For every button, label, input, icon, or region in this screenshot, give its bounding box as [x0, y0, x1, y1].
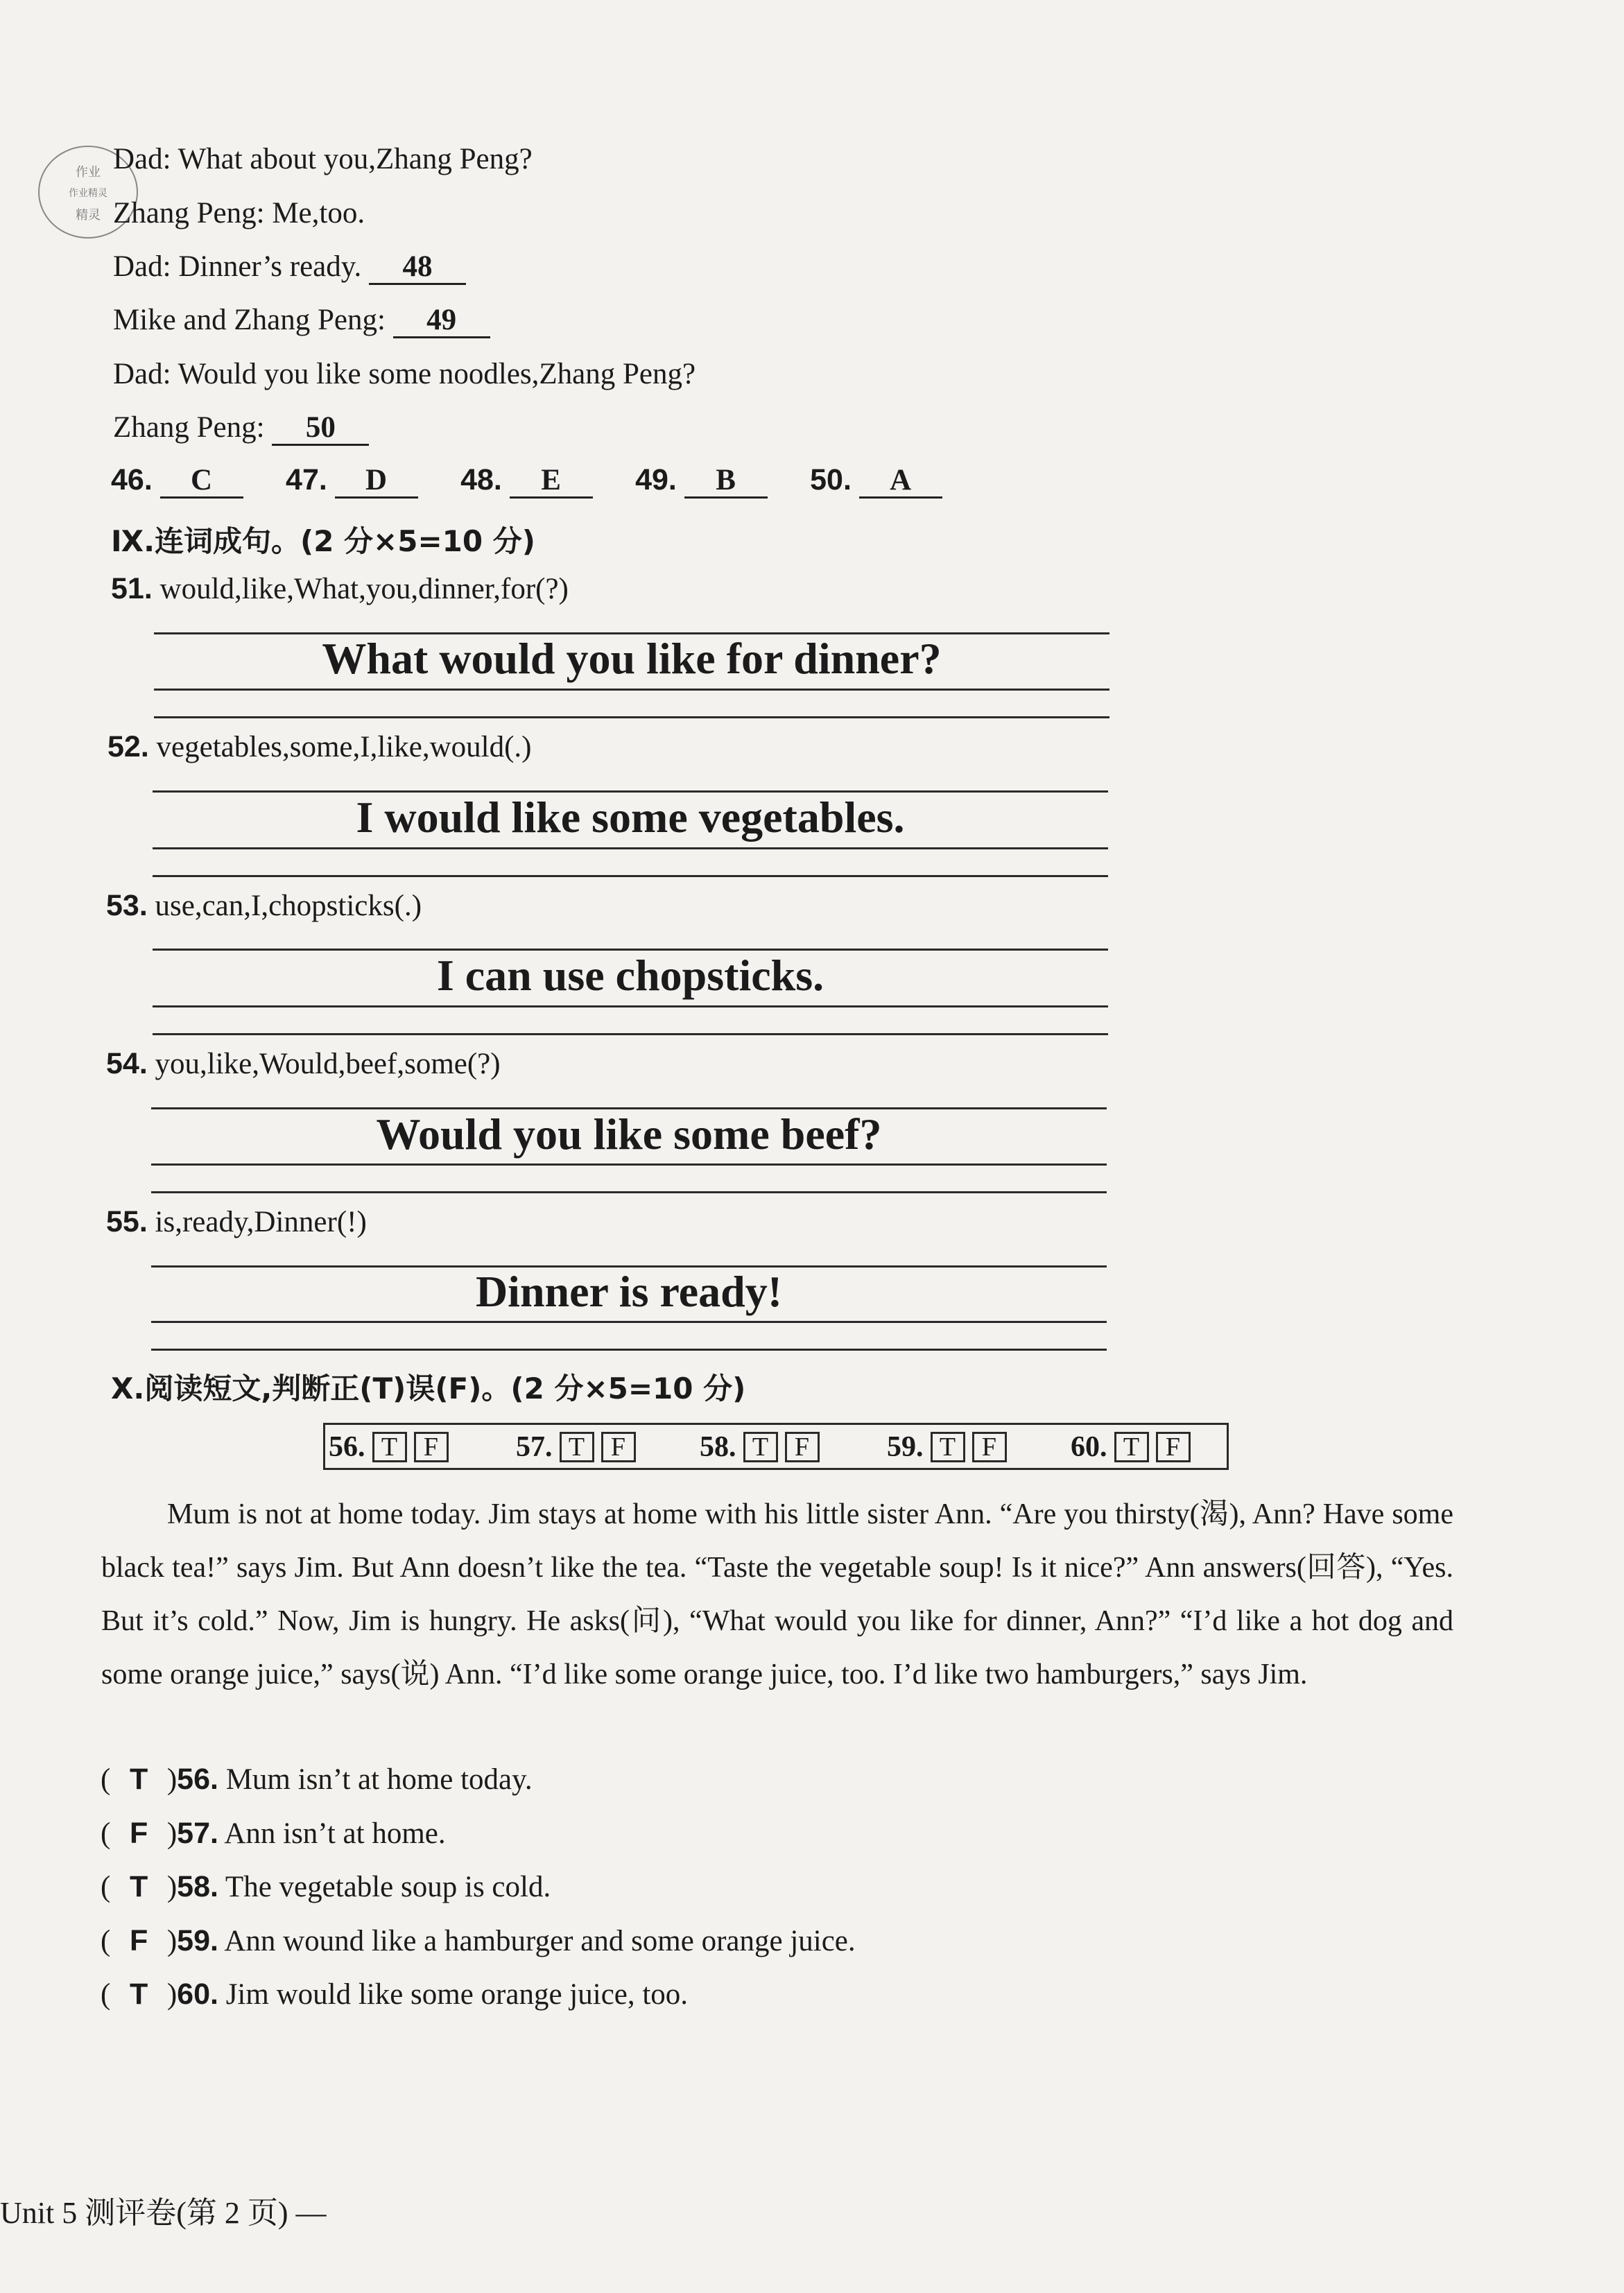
answer-blank: B — [684, 464, 768, 499]
writing-line — [153, 847, 1108, 849]
tf-true: T — [372, 1432, 407, 1462]
page-footer: Unit 5 测评卷(第 2 页) — — [0, 2196, 327, 2230]
dialogue-line: Mike and Zhang Peng: 49 — [113, 303, 490, 338]
statement-answer: T — [129, 1978, 148, 2011]
answer-num: 46. — [111, 463, 153, 496]
dialogue-text: Me,too. — [272, 197, 365, 230]
statement-num: 58. — [177, 1870, 218, 1903]
writing-line — [151, 1321, 1107, 1323]
statement-num: 56. — [177, 1763, 218, 1796]
answer-blank: 48 — [369, 250, 466, 285]
question-num: 52. — [107, 730, 149, 763]
tf-num: 57. — [516, 1431, 553, 1463]
writing-line — [153, 1005, 1108, 1007]
dialogue-text: Dinner’s ready. — [178, 250, 362, 283]
statement-text: Ann wound like a hamburger and some orange juice. — [224, 1925, 856, 1957]
answer-54: Would you like some beef? — [376, 1109, 882, 1159]
answer-blank: E — [510, 464, 593, 499]
statement-answer: F — [129, 1924, 148, 1957]
section-10-title: Ⅹ.阅读短文,判断正(T)误(F)。(2 分×5=10 分) — [111, 1372, 746, 1405]
tf-item-60 — [1071, 1430, 1191, 1464]
tf-num: 59. — [887, 1431, 924, 1463]
statement-num: 57. — [177, 1817, 218, 1850]
tf-true: T — [560, 1432, 594, 1462]
question-55 — [106, 1205, 367, 1239]
speaker: Dad — [113, 358, 163, 390]
writing-line — [154, 689, 1109, 691]
answer-blank: 50 — [272, 411, 369, 446]
question-words: is,ready,Dinner(!) — [155, 1206, 367, 1238]
statement-59: ( F )59. Ann wound like a hamburger and some orange juice. — [101, 1924, 856, 1957]
statement-text: Mum isn’t at home today. — [225, 1763, 533, 1796]
speaker: Dad — [113, 250, 163, 283]
answer-51: What would you like for dinner? — [322, 634, 942, 683]
statement-num: 59. — [177, 1924, 218, 1957]
statement-answer: F — [129, 1817, 148, 1850]
statement-answer: T — [129, 1763, 148, 1796]
tf-item-57 — [516, 1430, 636, 1464]
answers-row — [111, 463, 942, 499]
answer-num: 48. — [460, 463, 502, 496]
tf-false: F — [601, 1432, 636, 1462]
question-54 — [106, 1047, 501, 1081]
question-num: 54. — [106, 1047, 148, 1080]
question-53 — [106, 889, 422, 923]
tf-num: 58. — [700, 1431, 736, 1463]
tf-false: F — [1156, 1432, 1191, 1462]
statement-57: ( F )57. Ann isn’t at home. — [101, 1817, 446, 1850]
statement-text: The vegetable soup is cold. — [225, 1871, 551, 1903]
writing-line — [151, 1163, 1107, 1166]
statement-58: ( T )58. The vegetable soup is cold. — [101, 1870, 551, 1903]
tf-num: 56. — [329, 1431, 365, 1463]
answer-blank: C — [160, 464, 243, 499]
tf-item-56 — [329, 1430, 449, 1464]
stamp-line-2: 作业精灵 — [69, 188, 107, 199]
writing-line — [151, 1349, 1107, 1351]
tf-false: F — [414, 1432, 449, 1462]
answer-55: Dinner is ready! — [475, 1267, 783, 1316]
question-words: would,like,What,you,dinner,for(?) — [159, 573, 569, 605]
dialogue-line: Dad: Would you like some noodles,Zhang Peng? — [113, 358, 696, 390]
question-words: vegetables,some,I,like,would(.) — [156, 731, 532, 763]
question-words: use,can,I,chopsticks(.) — [155, 890, 422, 922]
question-52 — [107, 730, 531, 764]
true-false-answer-box — [323, 1423, 1229, 1470]
answer-num: 49. — [635, 463, 677, 496]
stamp-line-3: 精灵 — [76, 208, 101, 223]
tf-item-58 — [700, 1430, 820, 1464]
tf-false: F — [785, 1432, 820, 1462]
statement-60: ( T )60. Jim would like some orange juice, too. — [101, 1978, 689, 2011]
section-9-title: Ⅸ.连词成句。(2 分×5=10 分) — [111, 524, 535, 558]
statement-text: Jim would like some orange juice, too. — [225, 1978, 689, 2011]
question-num: 51. — [111, 572, 153, 605]
writing-line — [153, 1033, 1108, 1035]
question-num: 55. — [106, 1205, 148, 1238]
statement-text: Ann isn’t at home. — [224, 1817, 446, 1850]
tf-true: T — [931, 1432, 965, 1462]
stamp-line-1: 作业 — [76, 165, 101, 180]
answer-num: 50. — [810, 463, 852, 496]
answer-blank: A — [859, 464, 942, 499]
dialogue-line: Zhang Peng: 50 — [113, 410, 369, 446]
statement-answer: T — [129, 1870, 148, 1903]
writing-line — [151, 1191, 1107, 1193]
dialogue-line: Dad: Dinner’s ready. 48 — [113, 250, 466, 285]
answer-53: I can use chopsticks. — [436, 951, 824, 1000]
dialogue-text: Would you like some noodles,Zhang Peng? — [178, 358, 696, 390]
speaker: Zhang Peng — [113, 411, 257, 444]
speaker: Mike and Zhang Peng — [113, 304, 377, 336]
dialogue-line: Zhang Peng: Me,too. — [113, 197, 365, 230]
tf-true: T — [743, 1432, 778, 1462]
answer-num: 47. — [286, 463, 327, 496]
statement-56: ( T )56. Mum isn’t at home today. — [101, 1763, 533, 1796]
dialogue-line: Dad: What about you,Zhang Peng? — [113, 143, 533, 175]
tf-item-59 — [887, 1430, 1007, 1464]
dialogue-text: What about you,Zhang Peng? — [178, 143, 533, 175]
writing-line — [154, 716, 1109, 718]
answer-blank: D — [335, 464, 418, 499]
writing-line — [153, 875, 1108, 877]
speaker: Dad — [113, 143, 163, 175]
question-words: you,like,Would,beef,some(?) — [155, 1048, 501, 1080]
tf-true: T — [1114, 1432, 1149, 1462]
speaker: Zhang Peng — [113, 197, 257, 230]
question-51 — [111, 572, 569, 606]
question-num: 53. — [106, 889, 148, 922]
tf-num: 60. — [1071, 1431, 1107, 1463]
answer-52: I would like some vegetables. — [356, 793, 905, 842]
reading-passage: Mum is not at home today. Jim stays at home with his little sister Ann. “Are you thirsty(渴), Ann? Have some black tea!” says Jim. But Ann doesn’t like the tea. “Taste the vegetable soup! Is it nice?” Ann answers(回答), “Yes. But it’s cold.” Now, Jim is hungry. He asks(问), “What would you like for dinner, Ann?” “I’d like a hot dog and some orange juice,” says(说) Ann. “I’d like some orange juice, too. I’d like two hamburgers,” says Jim. — [101, 1498, 1453, 1690]
answer-blank: 49 — [393, 304, 490, 338]
tf-false: F — [972, 1432, 1007, 1462]
statement-num: 60. — [177, 1978, 218, 2011]
